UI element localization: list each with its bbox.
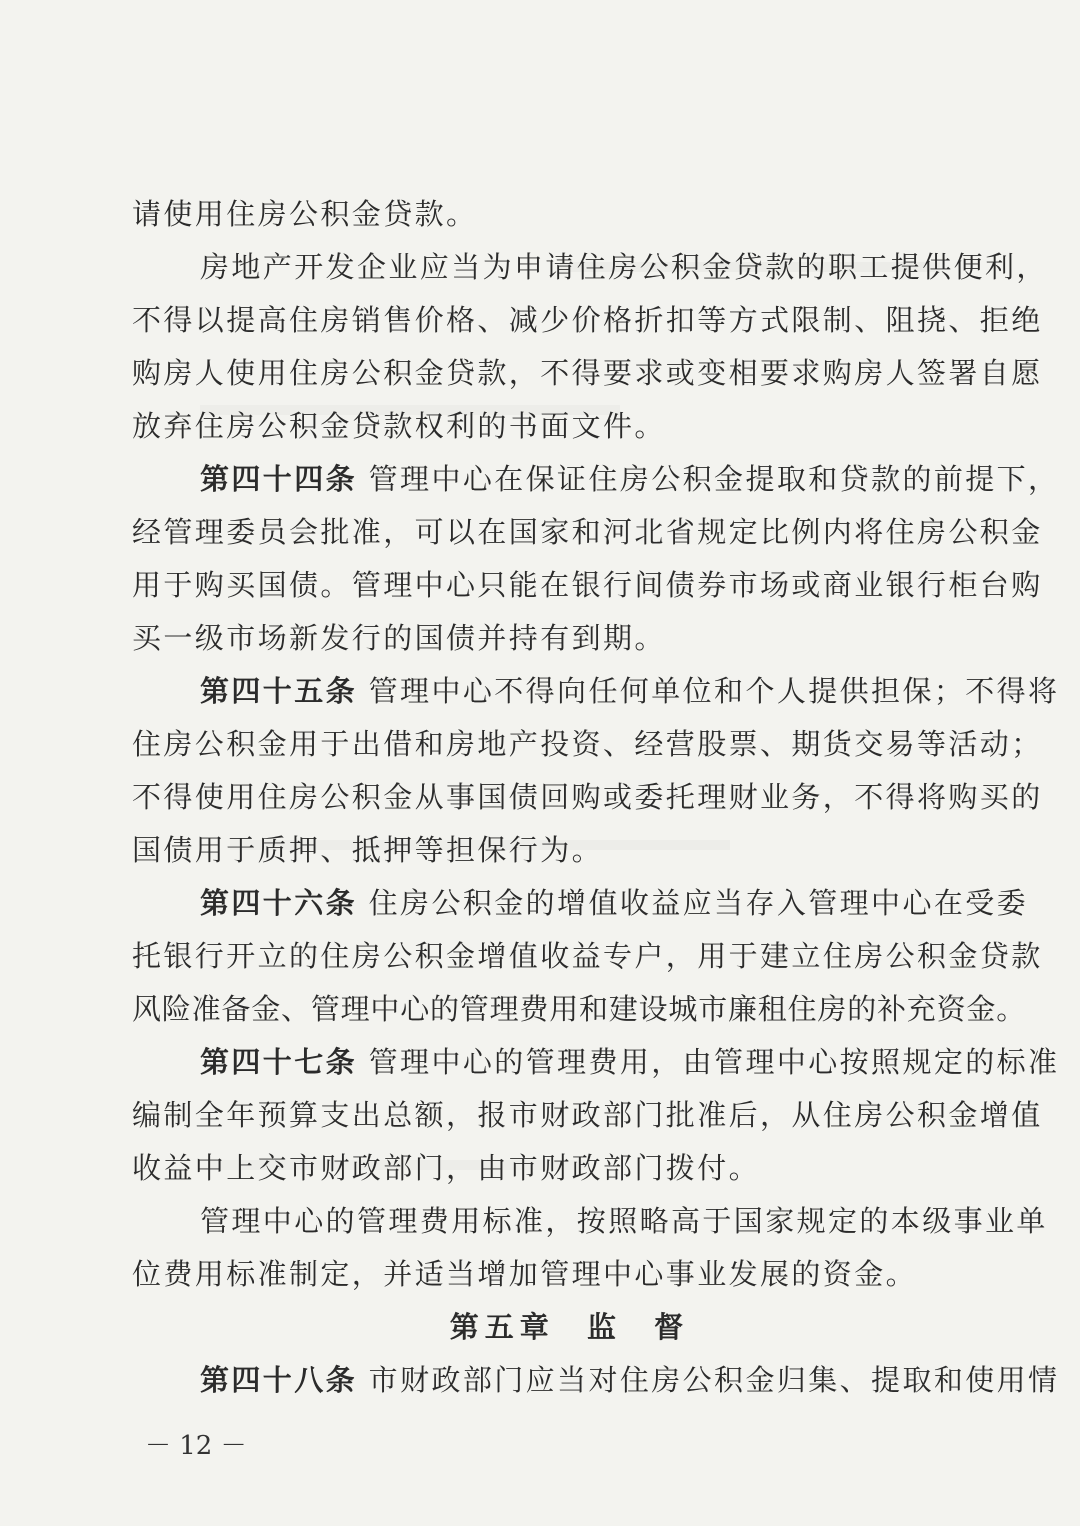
paragraph-line: 请使用住房公积金贷款。 <box>132 197 478 231</box>
paragraph-line: 经管理委员会批准，可以在国家和河北省规定比例内将住房公积金 <box>132 515 1043 549</box>
article-heading: 第四十四条 <box>200 462 358 496</box>
paragraph-line: 位费用标准制定，并适当增加管理中心事业发展的资金。 <box>132 1257 918 1291</box>
paragraph-line: 放弃住房公积金贷款权利的书面文件。 <box>132 409 666 443</box>
article-heading: 第四十五条 <box>200 674 358 708</box>
article-text: 管理中心不得向任何单位和个人提供担保；不得将 <box>368 674 1060 708</box>
article-47 <box>132 1036 1060 1089</box>
paragraph-line: 编制全年预算支出总额，报市财政部门批准后，从住房公积金增值 <box>132 1098 1043 1132</box>
article-45 <box>132 665 1060 718</box>
article-text: 市财政部门应当对住房公积金归集、提取和使用情 <box>368 1363 1060 1397</box>
paragraph-line: 收益中上交市财政部门，由市财政部门拨付。 <box>132 1151 761 1185</box>
article-text: 住房公积金的增值收益应当存入管理中心在受委 <box>368 886 1029 920</box>
paragraph-line: 房地产开发企业应当为申请住房公积金贷款的职工提供便利， <box>200 250 1048 284</box>
article-46 <box>132 877 1029 930</box>
paragraph-line: 管理中心的管理费用标准，按照略高于国家规定的本级事业单 <box>200 1204 1048 1238</box>
article-44 <box>132 453 1060 506</box>
paragraph-line: 不得以提高住房销售价格、减少价格折扣等方式限制、阻挠、拒绝 <box>132 303 1043 337</box>
chapter-heading: 第五章 监 督 <box>449 1310 690 1344</box>
article-heading: 第四十八条 <box>200 1363 358 1397</box>
document-body <box>132 188 1060 1407</box>
paragraph-line: 购房人使用住房公积金贷款，不得要求或变相要求购房人签署自愿 <box>132 356 1043 390</box>
paragraph-line: 买一级市场新发行的国债并持有到期。 <box>132 621 666 655</box>
paragraph-line: 国债用于质押、抵押等担保行为。 <box>132 833 604 867</box>
article-48 <box>132 1354 1060 1407</box>
paragraph-line: 用于购买国债。管理中心只能在银行间债券市场或商业银行柜台购 <box>132 568 1043 602</box>
paragraph-line: 托银行开立的住房公积金增值收益专户，用于建立住房公积金贷款 <box>132 939 1043 973</box>
article-heading: 第四十六条 <box>200 886 358 920</box>
article-text: 管理中心在保证住房公积金提取和贷款的前提下， <box>368 462 1060 496</box>
article-text: 管理中心的管理费用，由管理中心按照规定的标准 <box>368 1045 1060 1079</box>
paragraph-line: 不得使用住房公积金从事国债回购或委托理财业务，不得将购买的 <box>132 780 1043 814</box>
article-heading: 第四十七条 <box>200 1045 358 1079</box>
page-number: － 12 － <box>145 1431 247 1461</box>
paragraph-line: 风险准备金、管理中心的管理费用和建设城市廉租住房的补充资金。 <box>132 992 1027 1026</box>
paragraph-line: 住房公积金用于出借和房地产投资、经营股票、期货交易等活动； <box>132 727 1043 761</box>
